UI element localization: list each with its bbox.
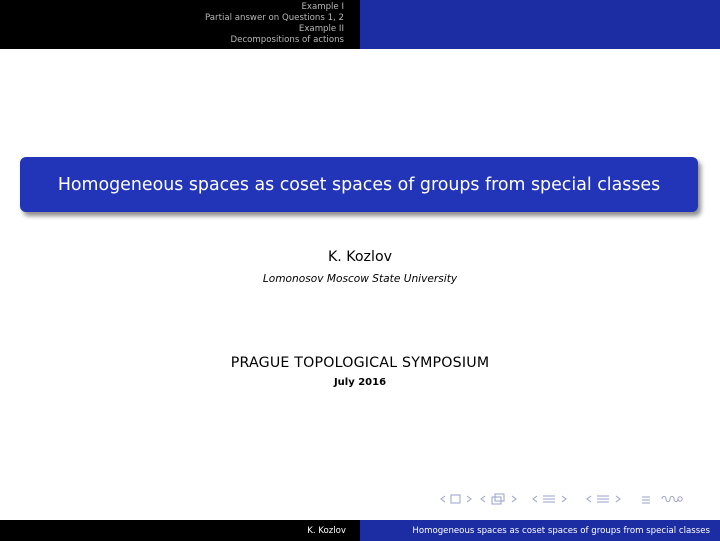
header-right-panel [360,0,720,49]
document-icon[interactable] [597,496,609,502]
beamer-navigation-symbols [438,491,686,507]
frame-next-icon[interactable] [467,496,471,502]
section-navigation [0,0,360,49]
section-next-icon-2[interactable] [616,496,620,502]
institute-name: Lomonosov Moscow State University [262,273,458,285]
frame-nav-group [438,491,478,507]
presentation-title: Homogeneous spaces as coset spaces of groups from special classes [57,174,661,195]
nav-section-partial-answer[interactable]: Partial answer on Questions 1, 2 [205,13,344,23]
search-icon[interactable] [658,491,686,507]
header-bar [0,0,720,49]
footer-bar [0,520,720,541]
footer-author: K. Kozlov [0,520,360,541]
nav-section-decompositions[interactable]: Decompositions of actions [230,35,344,45]
presentation-date: July 2016 [333,377,387,388]
event-name: PRAGUE TOPOLOGICAL SYMPOSIUM [230,355,490,371]
section-icon[interactable] [543,496,555,502]
document-nav-group [584,491,638,507]
nav-section-example-i[interactable]: Example I [301,2,344,12]
footer-short-title: Homogeneous spaces as coset spaces of groups from special classes [360,520,720,541]
section-nav-group [530,491,584,507]
title-block [20,157,698,212]
subsection-next-icon[interactable] [512,496,516,502]
frame-icon[interactable] [451,495,460,503]
frame-prev-icon[interactable] [441,496,445,502]
section-prev-icon-2[interactable] [587,496,591,502]
subsection-nav-group [478,491,530,507]
subsection-icon[interactable] [492,494,504,504]
section-prev-icon[interactable] [533,496,537,502]
subsection-prev-icon[interactable] [481,496,485,502]
nav-section-example-ii[interactable]: Example II [298,24,344,34]
section-next-icon[interactable] [562,496,566,502]
align-icon[interactable] [638,491,658,507]
author-name: K. Kozlov [327,249,393,265]
